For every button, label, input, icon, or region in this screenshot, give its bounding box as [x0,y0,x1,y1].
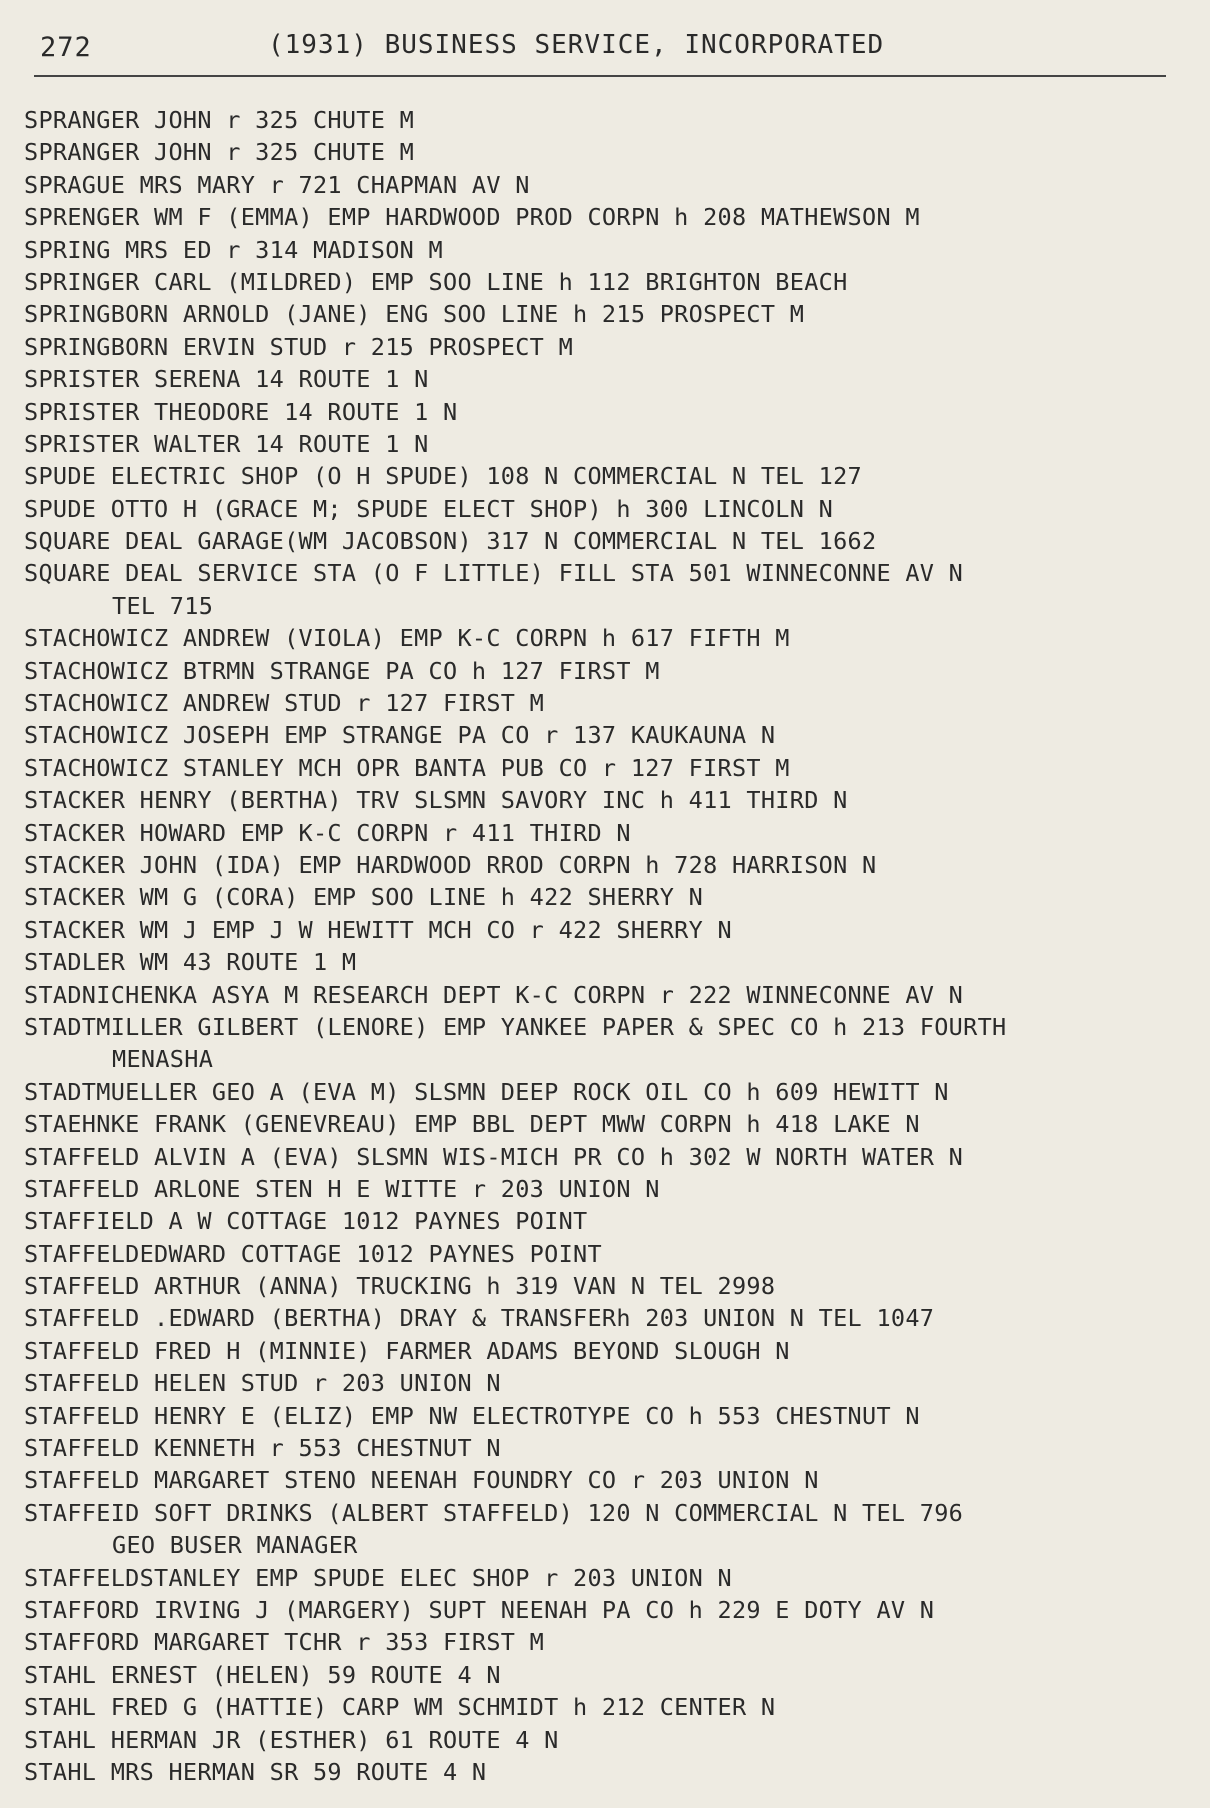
directory-entry: STAFFELDEDWARD COTTAGE 1012 PAYNES POINT [24,1239,602,1268]
directory-entry: STAHL MRS HERMAN SR 59 ROUTE 4 N [24,1757,487,1786]
directory-entry: STACKER JOHN (IDA) EMP HARDWOOD RROD CORPN h 728 HARRISON N [24,850,877,879]
directory-entry: STADLER WM 43 ROUTE 1 M [24,948,357,977]
directory-entry: STACKER HENRY (BERTHA) TRV SLSMN SAVORY INC h 411 THIRD N [24,786,848,815]
directory-entry: STAFFORD MARGARET TCHR r 353 FIRST M [24,1628,545,1657]
directory-entry: STADTMUELLER GEO A (EVA M) SLSMN DEEP ROCK OIL CO h 609 HEWITT N [24,1077,949,1106]
directory-entry: STAFFELD KENNETH r 553 CHESTNUT N [24,1434,501,1463]
directory-entry: SQUARE DEAL SERVICE STA (O F LITTLE) FILL STA 501 WINNECONNE AV N [24,559,964,588]
directory-entry: SPRINGBORN ERVIN STUD r 215 PROSPECT M [24,332,574,361]
directory-entry: STAFFEID SOFT DRINKS (ALBERT STAFFELD) 120 N COMMERCIAL N TEL 796 [24,1498,964,1527]
directory-entry: STAHL FRED G (HATTIE) CARP WM SCHMIDT h 212 CENTER N [24,1693,776,1722]
directory-entry: STAFFELD HELEN STUD r 203 UNION N [24,1369,501,1398]
directory-entry: STAHL HERMAN JR (ESTHER) 61 ROUTE 4 N [24,1725,559,1754]
directory-entry: STACHOWICZ ANDREW STUD r 127 FIRST M [24,689,545,718]
page-header [38,26,1168,70]
header-rule [34,75,1166,77]
directory-entry: SPRINGER CARL (MILDRED) EMP SOO LINE h 112 BRIGHTON BEACH [24,267,848,296]
directory-entry: STAEHNKE FRANK (GENEVREAU) EMP BBL DEPT MWW CORPN h 418 LAKE N [24,1110,920,1139]
directory-entry: SPUDE ELECTRIC SHOP (O H SPUDE) 108 N COMMERCIAL N TEL 127 [24,462,862,491]
directory-entry: SPRAGUE MRS MARY r 721 CHAPMAN AV N [24,170,530,199]
directory-entry: SPRINGBORN ARNOLD (JANE) ENG SOO LINE h 215 PROSPECT M [24,300,805,329]
directory-entry: STAFFORD IRVING J (MARGERY) SUPT NEENAH PA CO h 229 E DOTY AV N [24,1595,935,1624]
directory-entry: STACKER HOWARD EMP K-C CORPN r 411 THIRD N [24,818,631,847]
directory-entry: STAHL ERNEST (HELEN) 59 ROUTE 4 N [24,1660,501,1689]
directory-entry: STACHOWICZ JOSEPH EMP STRANGE PA CO r 137 KAUKAUNA N [24,721,776,750]
directory-entry: SPRISTER SERENA 14 ROUTE 1 N [24,365,429,394]
directory-entry: STACHOWICZ BTRMN STRANGE PA CO h 127 FIRST M [24,656,660,685]
directory-entry: STAFFELDSTANLEY EMP SPUDE ELEC SHOP r 203 UNION N [24,1563,732,1592]
directory-entry: STAFFELD ARLONE STEN H E WITTE r 203 UNION N [24,1174,660,1203]
directory-entry: SPRING MRS ED r 314 MADISON M [24,235,443,264]
directory-entry: STACKER WM G (CORA) EMP SOO LINE h 422 SHERRY N [24,883,704,912]
directory-entry: SPRENGER WM F (EMMA) EMP HARDWOOD PROD CORPN h 208 MATHEWSON M [24,203,920,232]
directory-entry: STADTMILLER GILBERT (LENORE) EMP YANKEE PAPER & SPEC CO h 213 FOURTH [24,1012,1007,1041]
directory-entry: STAFFIELD A W COTTAGE 1012 PAYNES POINT [24,1207,588,1236]
directory-entry: SPRANGER JOHN r 325 CHUTE M [24,106,415,134]
directory-entry: STAFFELD FRED H (MINNIE) FARMER ADAMS BEYOND SLOUGH N [24,1336,790,1365]
directory-entry: SQUARE DEAL GARAGE(WM JACOBSON) 317 N COMMERCIAL N TEL 1662 [24,527,877,556]
directory-entry-continuation: GEO BUSER MANAGER [112,1531,358,1560]
directory-entry: SPRISTER WALTER 14 ROUTE 1 N [24,429,429,458]
directory-entry-continuation: MENASHA [112,1045,214,1074]
directory-entry: SPRISTER THEODORE 14 ROUTE 1 N [24,397,458,426]
directory-entry: SPUDE OTTO H (GRACE M; SPUDE ELECT SHOP) h 300 LINCOLN N [24,494,834,523]
directory-entry: STADNICHENKA ASYA M RESEARCH DEPT K-C CORPN r 222 WINNECONNE AV N [24,980,964,1009]
directory-entry-continuation: TEL 715 [112,591,214,620]
directory-entry: STAFFELD ARTHUR (ANNA) TRUCKING h 319 VAN N TEL 2998 [24,1272,776,1301]
directory-entry: STACKER WM J EMP J W HEWITT MCH CO r 422 SHERRY N [24,915,732,944]
directory-entry: STACHOWICZ STANLEY MCH OPR BANTA PUB CO r 127 FIRST M [24,753,790,782]
page-number: 272 [40,32,92,63]
directory-listing [24,104,1194,1788]
directory-entry: STAFFELD MARGARET STENO NEENAH FOUNDRY CO r 203 UNION N [24,1466,819,1495]
directory-entry: STACHOWICZ ANDREW (VIOLA) EMP K-C CORPN h 617 FIFTH M [24,624,790,653]
directory-entry: STAFFELD HENRY E (ELIZ) EMP NW ELECTROTYPE CO h 553 CHESTNUT N [24,1401,920,1430]
directory-entry: STAFFELD ALVIN A (EVA) SLSMN WIS-MICH PR CO h 302 W NORTH WATER N [24,1142,964,1171]
directory-entry: SPRANGER JOHN r 325 CHUTE M [24,138,415,167]
directory-entry: STAFFELD .EDWARD (BERTHA) DRAY & TRANSFERh 203 UNION N TEL 1047 [24,1304,935,1333]
running-head: (1931) BUSINESS SERVICE, INCORPORATED [268,30,885,60]
